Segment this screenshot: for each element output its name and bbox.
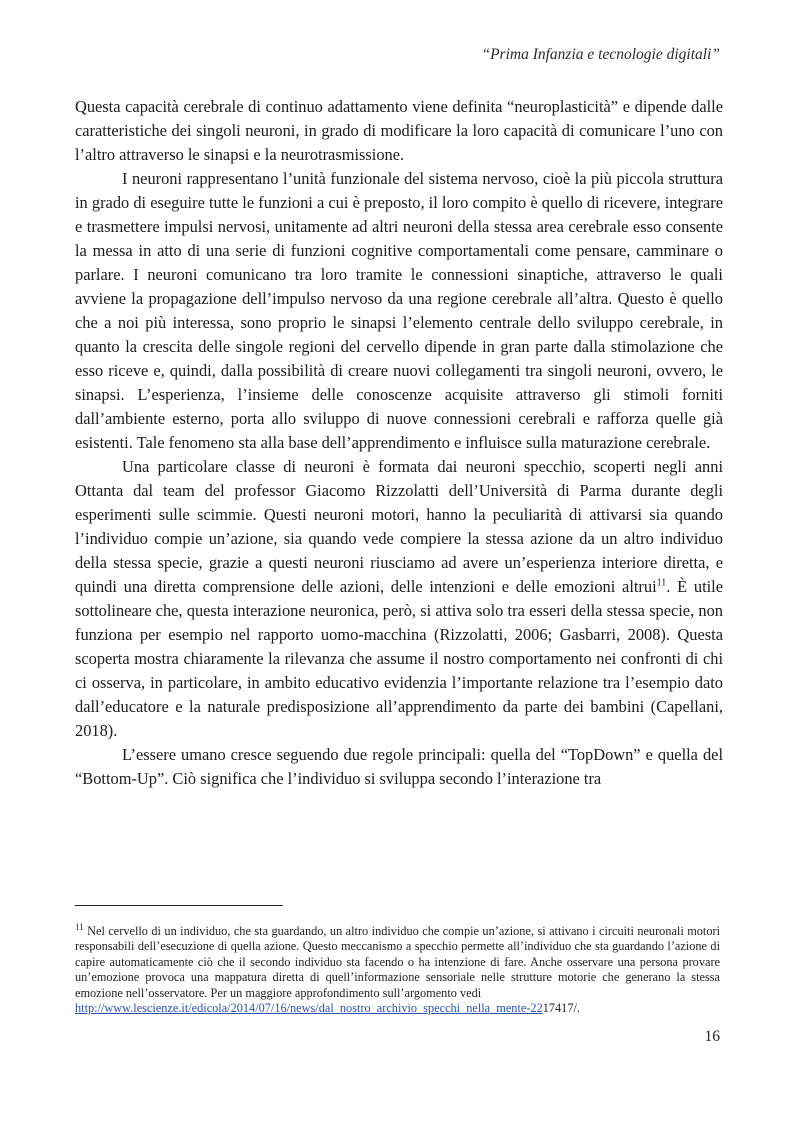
paragraph-2: I neuroni rappresentano l’unità funzionale del sistema nervoso, cioè la più piccola struttura in grado di eseguire tutte le funzioni a cui è preposto, il loro compito è quello di ricevere, integrare e trasmettere impulsi nervosi, unitamente ad altri neuroni della stessa area cerebrale esso consente la messa in atto di una serie di funzioni cognitive comportamentali come pensare, camminare o parlare. I neuroni comunicano tra loro tramite le connessioni sinaptiche, attraverso le quali avviene la propagazione dell’impulso nervoso da una regione cerebrale all’altra. Questo è quello che a noi più interessa, sono proprio le sinapsi l’elemento centrale dello sviluppo cerebrale, in quanto la crescita delle singole regioni del cervello dipende in gran parte dalla stimolazione che esso riceve e, quindi, dalla possibilità di creare nuovi collegamenti tra singoli neuroni, ovvero, le sinapsi. L’esperienza, l’insieme delle conoscenze acquisite attraverso gli stimoli forniti dall’ambiente esterno, porta allo sviluppo di nuove connessioni cerebrali e rafforza quelle già esistenti. Tale fenomeno sta alla base dell’apprendimento e influisce sulla maturazione cerebrale. — [75, 169, 723, 452]
paragraph-3 — [75, 455, 723, 743]
footnote-text: Nel cervello di un individuo, che sta guardando, un altro individuo che compie un’azione, si attivano i circuiti neuronali motori responsabili dell’esecuzione di quella azione. Questo meccanismo a specchio permette all’individuo che sta guardando l’azione di capire automaticamente ciò che il secondo individuo sta facendo o ha intenzione di fare. Anche osservare una persona provare un’emozione provoca una mappatura diretta di quell’informazione sensoriale nelle strutture motorie che generano la stessa emozione nell’osservatore. Per un maggiore approfondimento sull’argomento vedi — [75, 924, 721, 1000]
footnote-link-suffix: 17417/. — [542, 1001, 580, 1016]
footnote-link-line — [75, 1001, 720, 1016]
footnote-number: 11 — [75, 921, 84, 932]
running-header: “Prima Infanzia e tecnologie digitali” — [481, 46, 720, 63]
paragraph-3-text-after: . È utile sottolineare che, questa interazione neuronica, però, si attiva solo tra esseri della stessa specie, non funziona per esempio nel rapporto uomo-macchina (Rizzolatti, 2006; Gasbarri, 2008). Questa scoperta mostra chiaramente la rilevanza che assume il nostro comportamento nei confronti di chi ci osserva, in particolare, in ambito educativo evidenzia l’importante relazione tra l’esempio dato dall’educatore e la naturale predisposizione all’apprendimento da parte dei bambini (Capellani, 2018). — [75, 577, 724, 740]
body-text — [75, 95, 723, 791]
paragraph-1: Questa capacità cerebrale di continuo adattamento viene definita “neuroplasticità” e dipende dalle caratteristiche dei singoli neuroni, in grado di modificare la loro capacità di comunicare l’uno con l’altro attraverso le sinapsi e la neurotrasmissione. — [75, 97, 723, 164]
page-number: 16 — [704, 1028, 720, 1045]
footnote-separator — [75, 905, 283, 906]
paragraph-3-text-before: Una particolare classe di neuroni è formata dai neuroni specchio, scoperti negli anni Ottanta dal team del professor Giacomo Rizzolatti dell’Università di Parma durante degli esperimenti sulle scimmie. Questi neuroni motori, hanno la peculiarità di attivarsi sia quando l’individuo compie un’azione, sia quando vede compiere la stessa azione da un altro individuo della stessa specie, grazie a questi neuroni riusciamo ad avere un’esperienza interiore diretta, e quindi una diretta comprensione delle azioni, delle intenzioni e delle emozioni altrui — [75, 457, 723, 596]
footnote — [75, 921, 721, 1016]
paragraph-4: L’essere umano cresce seguendo due regole principali: quella del “TopDown” e quella del “Bottom-Up”. Ciò significa che l’individuo si sviluppa secondo l’interazione tra — [75, 745, 723, 788]
footnote-link[interactable]: http://www.lescienze.it/edicola/2014/07/16/news/dal_nostro_archivio_specchi_nella_mente-22 — [75, 1001, 543, 1016]
footnote-reference[interactable]: 11 — [656, 577, 667, 589]
